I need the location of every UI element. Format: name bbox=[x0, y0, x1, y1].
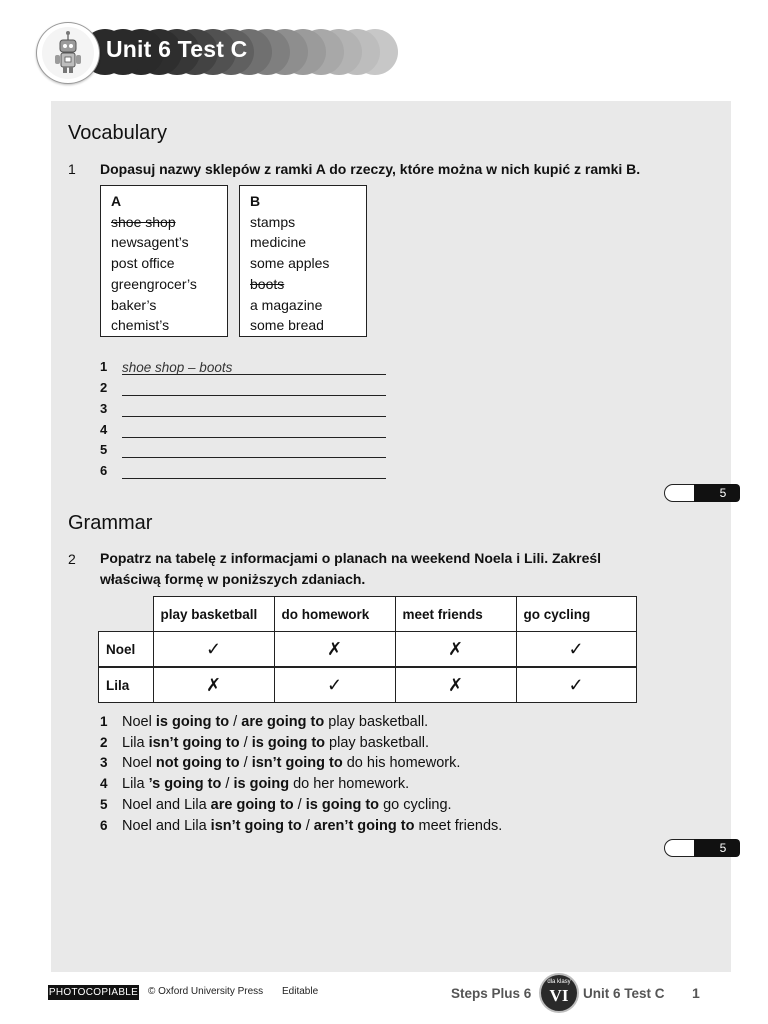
sentence-text: Noel bbox=[122, 755, 156, 772]
score-box[interactable] bbox=[664, 484, 740, 502]
badge-caption: dla klasy bbox=[547, 979, 571, 985]
box-b-item: a magazine bbox=[250, 296, 323, 313]
grammar-heading: Grammar bbox=[68, 512, 153, 534]
option-b[interactable]: isn’t going to bbox=[251, 755, 343, 772]
box-b bbox=[239, 185, 367, 337]
answer-number: 1 bbox=[100, 359, 108, 374]
cross-icon: ✗ bbox=[274, 632, 395, 668]
option-b[interactable]: is going bbox=[233, 776, 290, 793]
answer-example: shoe shop – boots bbox=[122, 360, 233, 375]
sentence-text: do her homework. bbox=[289, 776, 410, 793]
sentence-number: 4 bbox=[100, 776, 108, 792]
score-total: 5 bbox=[719, 841, 727, 855]
tick-icon: ✓ bbox=[274, 667, 395, 703]
vocabulary-heading: Vocabulary bbox=[68, 122, 167, 144]
page-title: Unit 6 Test C bbox=[106, 36, 248, 62]
option-separator: / bbox=[239, 734, 252, 751]
option-a[interactable]: are going to bbox=[210, 796, 294, 813]
cross-icon: ✗ bbox=[395, 632, 516, 668]
box-a-item: shoe shop bbox=[111, 213, 176, 230]
box-a-item: newsagent’s bbox=[111, 234, 189, 251]
page-number: 1 bbox=[692, 985, 700, 1001]
footer-unit: Unit 6 Test C bbox=[583, 986, 665, 1001]
table-row-name: Lila bbox=[99, 667, 154, 703]
sentence-text: Noel bbox=[122, 714, 156, 730]
answer-line[interactable] bbox=[122, 359, 386, 375]
box-b-heading: B bbox=[250, 193, 261, 209]
sentence-text: play basketball. bbox=[325, 734, 429, 751]
table-corner bbox=[99, 597, 154, 632]
sentence-text: Lila bbox=[122, 734, 149, 751]
box-a-heading: A bbox=[111, 193, 122, 209]
instruction-line: Popatrz na tabelę z informacjami o planach na weekend Noela i Lili. Zakreśl bbox=[100, 550, 602, 566]
sentence-item bbox=[100, 795, 700, 816]
tick-icon: ✓ bbox=[153, 632, 274, 668]
instruction-line: właściwą formę w poniższych zdaniach. bbox=[100, 571, 366, 587]
answer-number: 3 bbox=[100, 401, 108, 416]
sentence-number: 2 bbox=[100, 734, 108, 750]
sentence-list bbox=[100, 712, 700, 836]
option-b[interactable]: is going to bbox=[251, 734, 326, 751]
option-separator: / bbox=[301, 817, 314, 834]
option-a[interactable]: isn’t going to bbox=[210, 817, 302, 834]
box-b-item: some apples bbox=[250, 255, 330, 272]
box-b-item: boots bbox=[250, 275, 285, 292]
answer-number: 5 bbox=[100, 442, 108, 457]
option-separator: / bbox=[229, 714, 242, 730]
option-b[interactable]: aren’t going to bbox=[313, 817, 415, 834]
box-a-item: post office bbox=[111, 255, 175, 272]
option-b[interactable]: are going to bbox=[241, 714, 325, 730]
option-a[interactable]: isn’t going to bbox=[148, 734, 240, 751]
question-number: 2 bbox=[68, 551, 76, 567]
badge-numeral: VI bbox=[549, 986, 569, 1005]
cross-icon: ✗ bbox=[153, 667, 274, 703]
answer-line[interactable] bbox=[122, 442, 386, 458]
editable-text: Editable bbox=[282, 986, 319, 997]
question-instruction bbox=[100, 548, 720, 590]
plans-table bbox=[98, 596, 637, 703]
sentence-text: play basketball. bbox=[324, 714, 429, 730]
sentence-item bbox=[100, 733, 700, 754]
score-box[interactable] bbox=[664, 839, 740, 857]
box-a-item: chemist’s bbox=[111, 317, 170, 334]
series-name: Steps Plus 6 bbox=[451, 986, 532, 1001]
table-header: meet friends bbox=[395, 597, 516, 632]
question-instruction: Dopasuj nazwy sklepów z ramki A do rzeczy, które można w nich kupić z ramki B. bbox=[100, 161, 641, 177]
option-separator: / bbox=[239, 755, 252, 772]
cross-icon: ✗ bbox=[395, 667, 516, 703]
sentence-text: meet friends. bbox=[414, 817, 503, 834]
box-b-item: medicine bbox=[250, 234, 307, 251]
score-total: 5 bbox=[719, 486, 727, 500]
tick-icon: ✓ bbox=[516, 632, 636, 668]
sentence-number: 6 bbox=[100, 817, 108, 833]
sentence-text: Lila bbox=[122, 776, 149, 793]
sentence-item bbox=[100, 753, 700, 774]
sentence-number: 5 bbox=[100, 796, 108, 812]
table-header: do homework bbox=[274, 597, 395, 632]
photocopiable-label: PHOTOCOPIABLE bbox=[48, 987, 139, 998]
tick-icon: ✓ bbox=[516, 667, 636, 703]
answer-line[interactable] bbox=[122, 401, 386, 417]
box-b-item: stamps bbox=[250, 213, 296, 230]
option-b[interactable]: is going to bbox=[305, 796, 380, 813]
table-header: go cycling bbox=[516, 597, 636, 632]
table-row-name: Noel bbox=[99, 632, 154, 668]
sentence-text: go cycling. bbox=[379, 796, 452, 813]
sentence-text: do his homework. bbox=[342, 755, 461, 772]
answer-line[interactable] bbox=[122, 463, 386, 479]
table-header: play basketball bbox=[153, 597, 274, 632]
box-a-item: baker’s bbox=[111, 296, 157, 313]
box-b-item: some bread bbox=[250, 317, 324, 334]
answer-number: 6 bbox=[100, 463, 108, 478]
robot-logo-icon bbox=[36, 22, 100, 84]
answer-line[interactable] bbox=[122, 380, 386, 396]
answer-number: 2 bbox=[100, 380, 108, 395]
answer-line[interactable] bbox=[122, 422, 386, 438]
option-a[interactable]: is going to bbox=[155, 714, 230, 730]
option-a[interactable]: not going to bbox=[155, 755, 240, 772]
sentence-number: 3 bbox=[100, 755, 108, 771]
option-separator: / bbox=[221, 776, 234, 793]
question-number: 1 bbox=[68, 161, 76, 177]
sentence-text: Noel and Lila bbox=[122, 817, 211, 834]
sentence-item bbox=[100, 774, 700, 795]
answer-number: 4 bbox=[100, 422, 108, 437]
copyright-text: © Oxford University Press bbox=[148, 986, 264, 997]
box-a-item: greengrocer’s bbox=[111, 275, 197, 292]
option-a[interactable]: ’s going to bbox=[148, 776, 222, 793]
sentence-item bbox=[100, 816, 700, 837]
option-separator: / bbox=[293, 796, 306, 813]
sentence-text: Noel and Lila bbox=[122, 796, 211, 813]
box-a bbox=[100, 185, 228, 337]
sentence-item bbox=[100, 712, 700, 733]
sentence-number: 1 bbox=[100, 714, 108, 729]
class-badge bbox=[539, 973, 579, 1013]
